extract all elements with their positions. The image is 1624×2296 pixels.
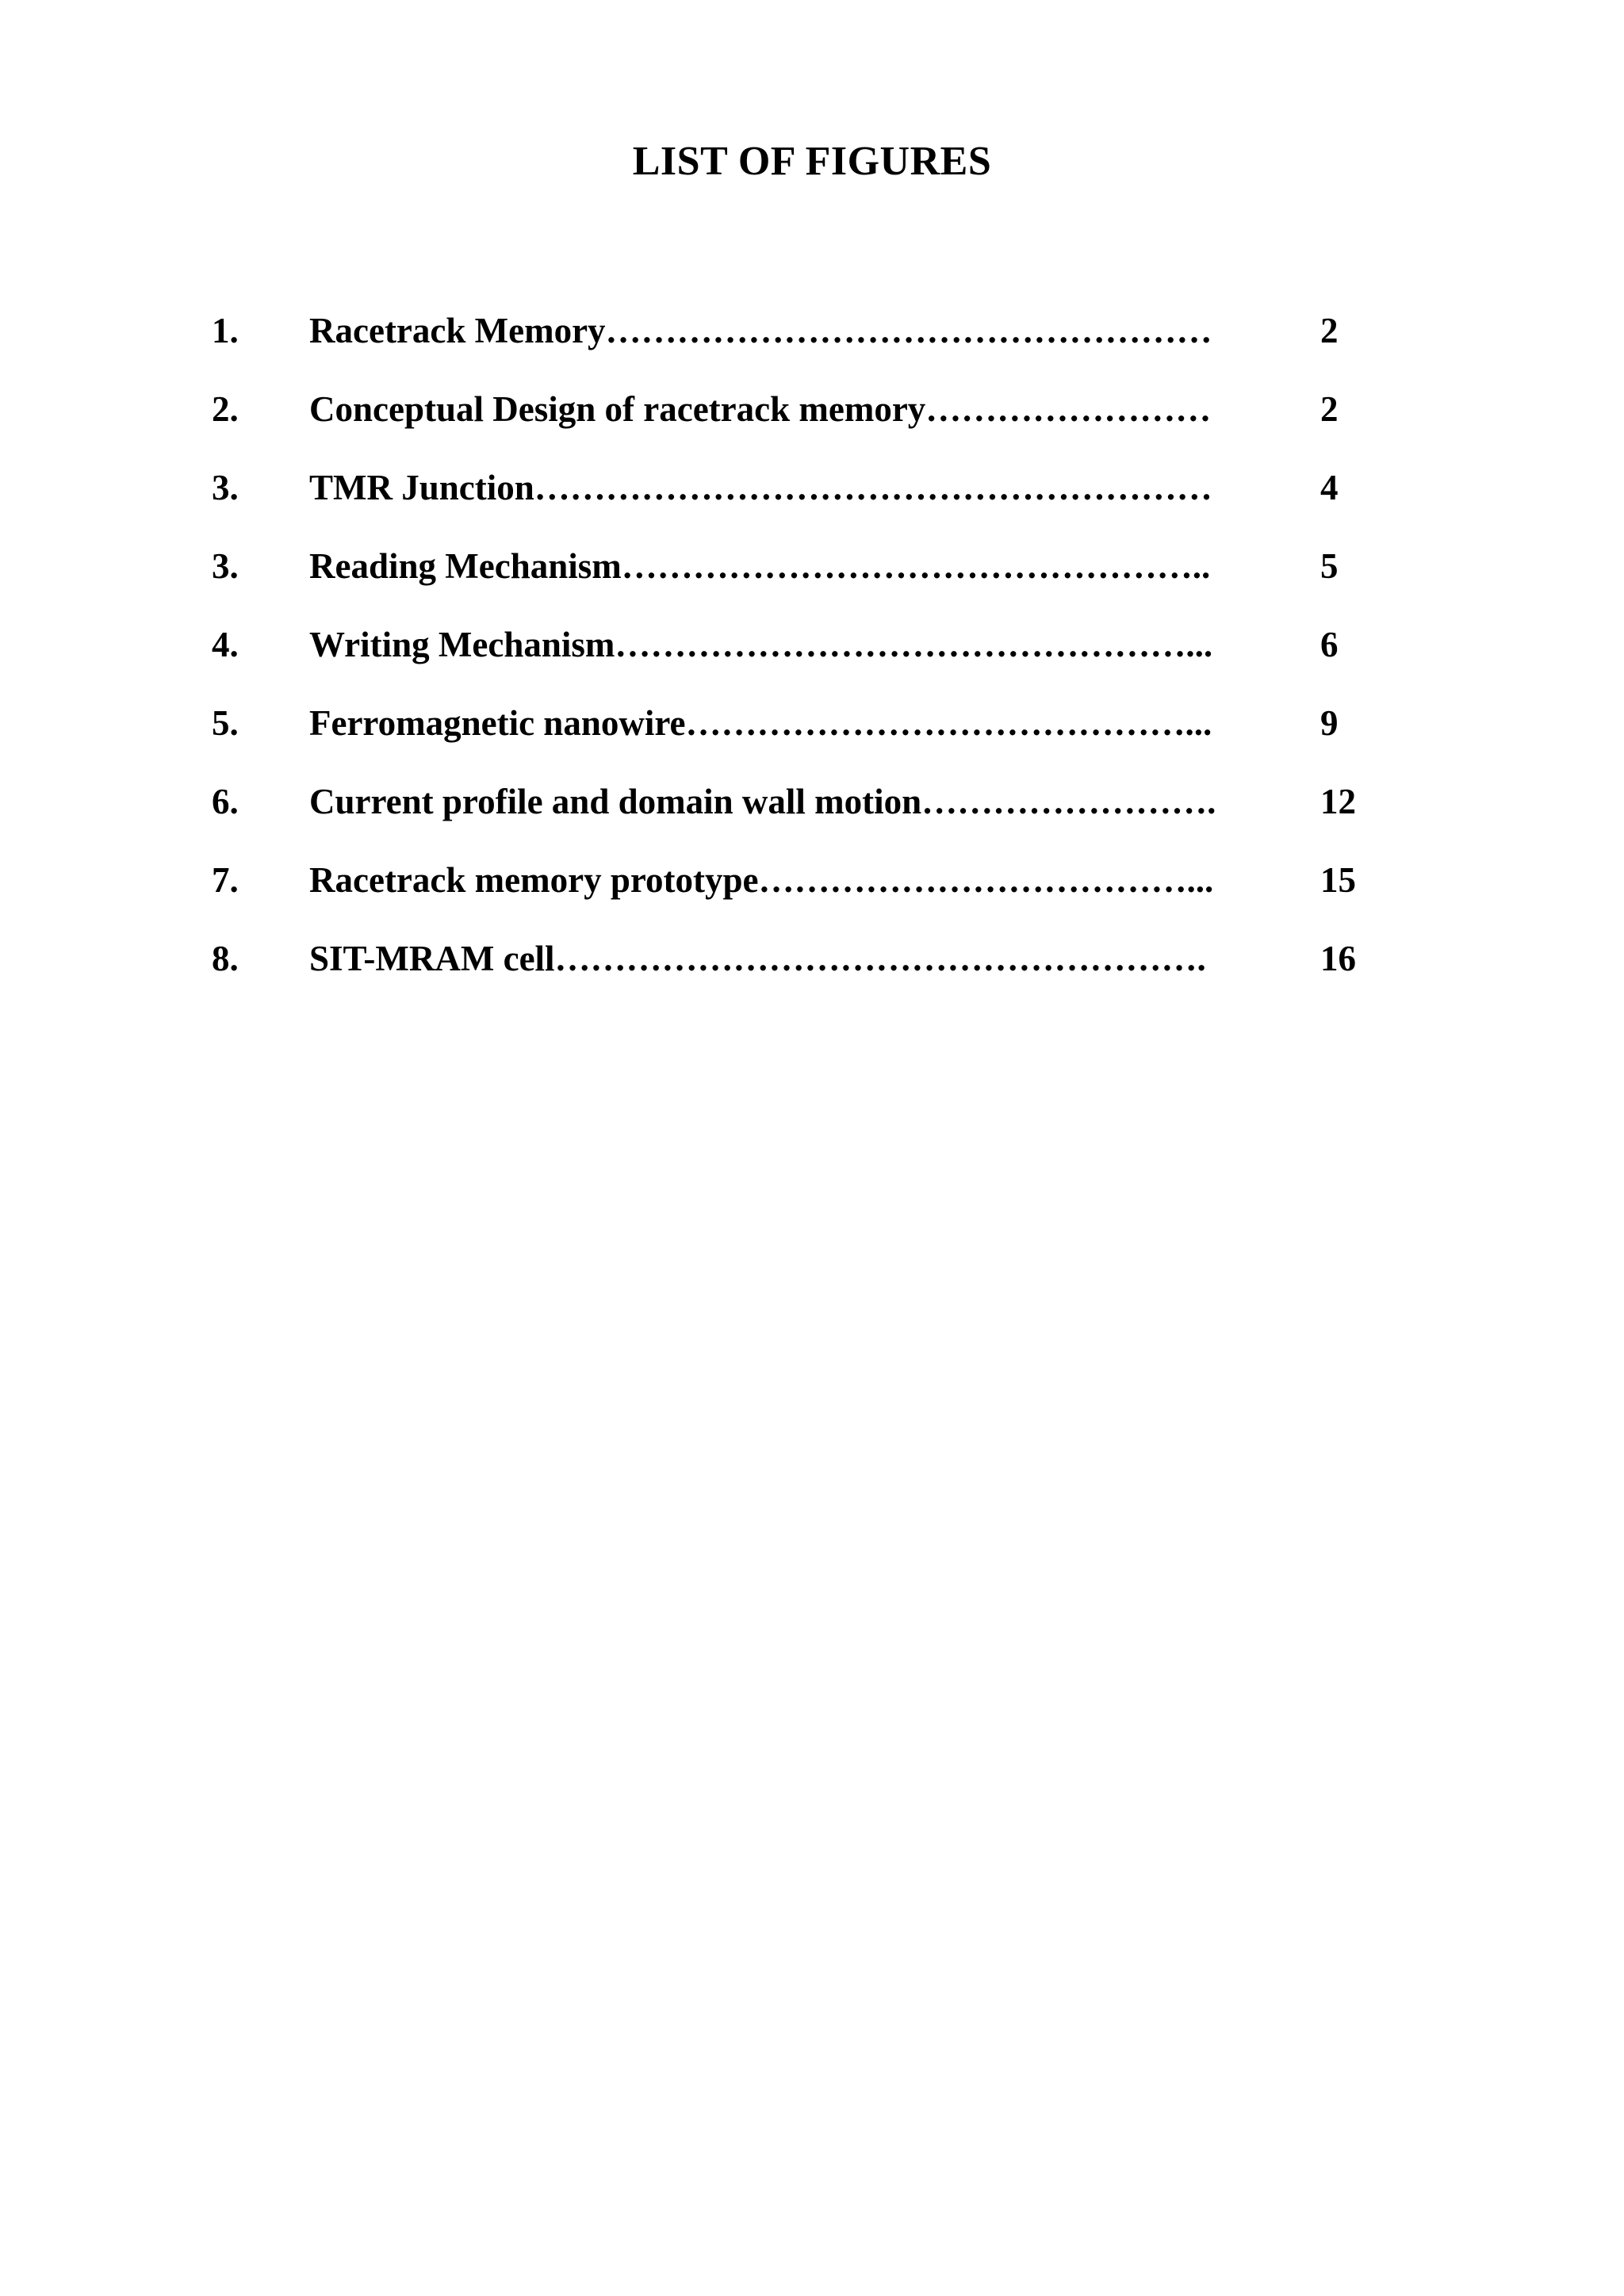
- figure-list: [0, 297, 1624, 1004]
- figure-page-number: 16: [1320, 939, 1356, 978]
- figure-number: 2.: [212, 389, 239, 429]
- figure-page-number: 5: [1320, 546, 1339, 586]
- figure-number: 7.: [212, 860, 239, 900]
- page-title: LIST OF FIGURES: [632, 139, 992, 184]
- figure-number: 8.: [212, 939, 239, 978]
- figure-page-number: 2: [1320, 389, 1339, 429]
- figure-page-number: 15: [1320, 860, 1356, 900]
- figure-entry: [0, 925, 1624, 1004]
- figure-entry: [0, 297, 1624, 376]
- figure-number: 5.: [212, 703, 239, 743]
- figure-entry: [0, 533, 1624, 611]
- figure-entry: [0, 690, 1624, 768]
- figure-title: TMR Junction…………………………………………………: [309, 468, 1212, 507]
- figure-entry: [0, 611, 1624, 690]
- figure-page-number: 9: [1320, 703, 1339, 743]
- figure-title: Racetrack memory prototype………………………………...: [309, 860, 1214, 900]
- figure-title: Ferromagnetic nanowire……………………………………...: [309, 703, 1212, 743]
- figure-number: 4.: [212, 625, 239, 664]
- figure-title: Writing Mechanism…………………………………………...: [309, 625, 1213, 664]
- figure-number: 3.: [212, 546, 239, 586]
- figure-page-number: 4: [1320, 468, 1339, 507]
- figure-title: SIT-MRAM cell……………………………………………….: [309, 939, 1206, 978]
- figure-page-number: 12: [1320, 782, 1356, 821]
- figure-number: 6.: [212, 782, 239, 821]
- figure-entry: [0, 847, 1624, 925]
- figure-entry: [0, 768, 1624, 847]
- figure-title: Racetrack Memory……………………………………………: [309, 311, 1212, 350]
- figure-title: Current profile and domain wall motion…………………….: [309, 782, 1216, 821]
- figure-title: Conceptual Design of racetrack memory……………………: [309, 389, 1212, 429]
- figure-page-number: 6: [1320, 625, 1339, 664]
- figure-page-number: 2: [1320, 311, 1339, 350]
- figure-title: Reading Mechanism…………………………………………..: [309, 546, 1211, 586]
- figure-number: 3.: [212, 468, 239, 507]
- figure-number: 1.: [212, 311, 239, 350]
- figure-entry: [0, 454, 1624, 533]
- figure-entry: [0, 376, 1624, 454]
